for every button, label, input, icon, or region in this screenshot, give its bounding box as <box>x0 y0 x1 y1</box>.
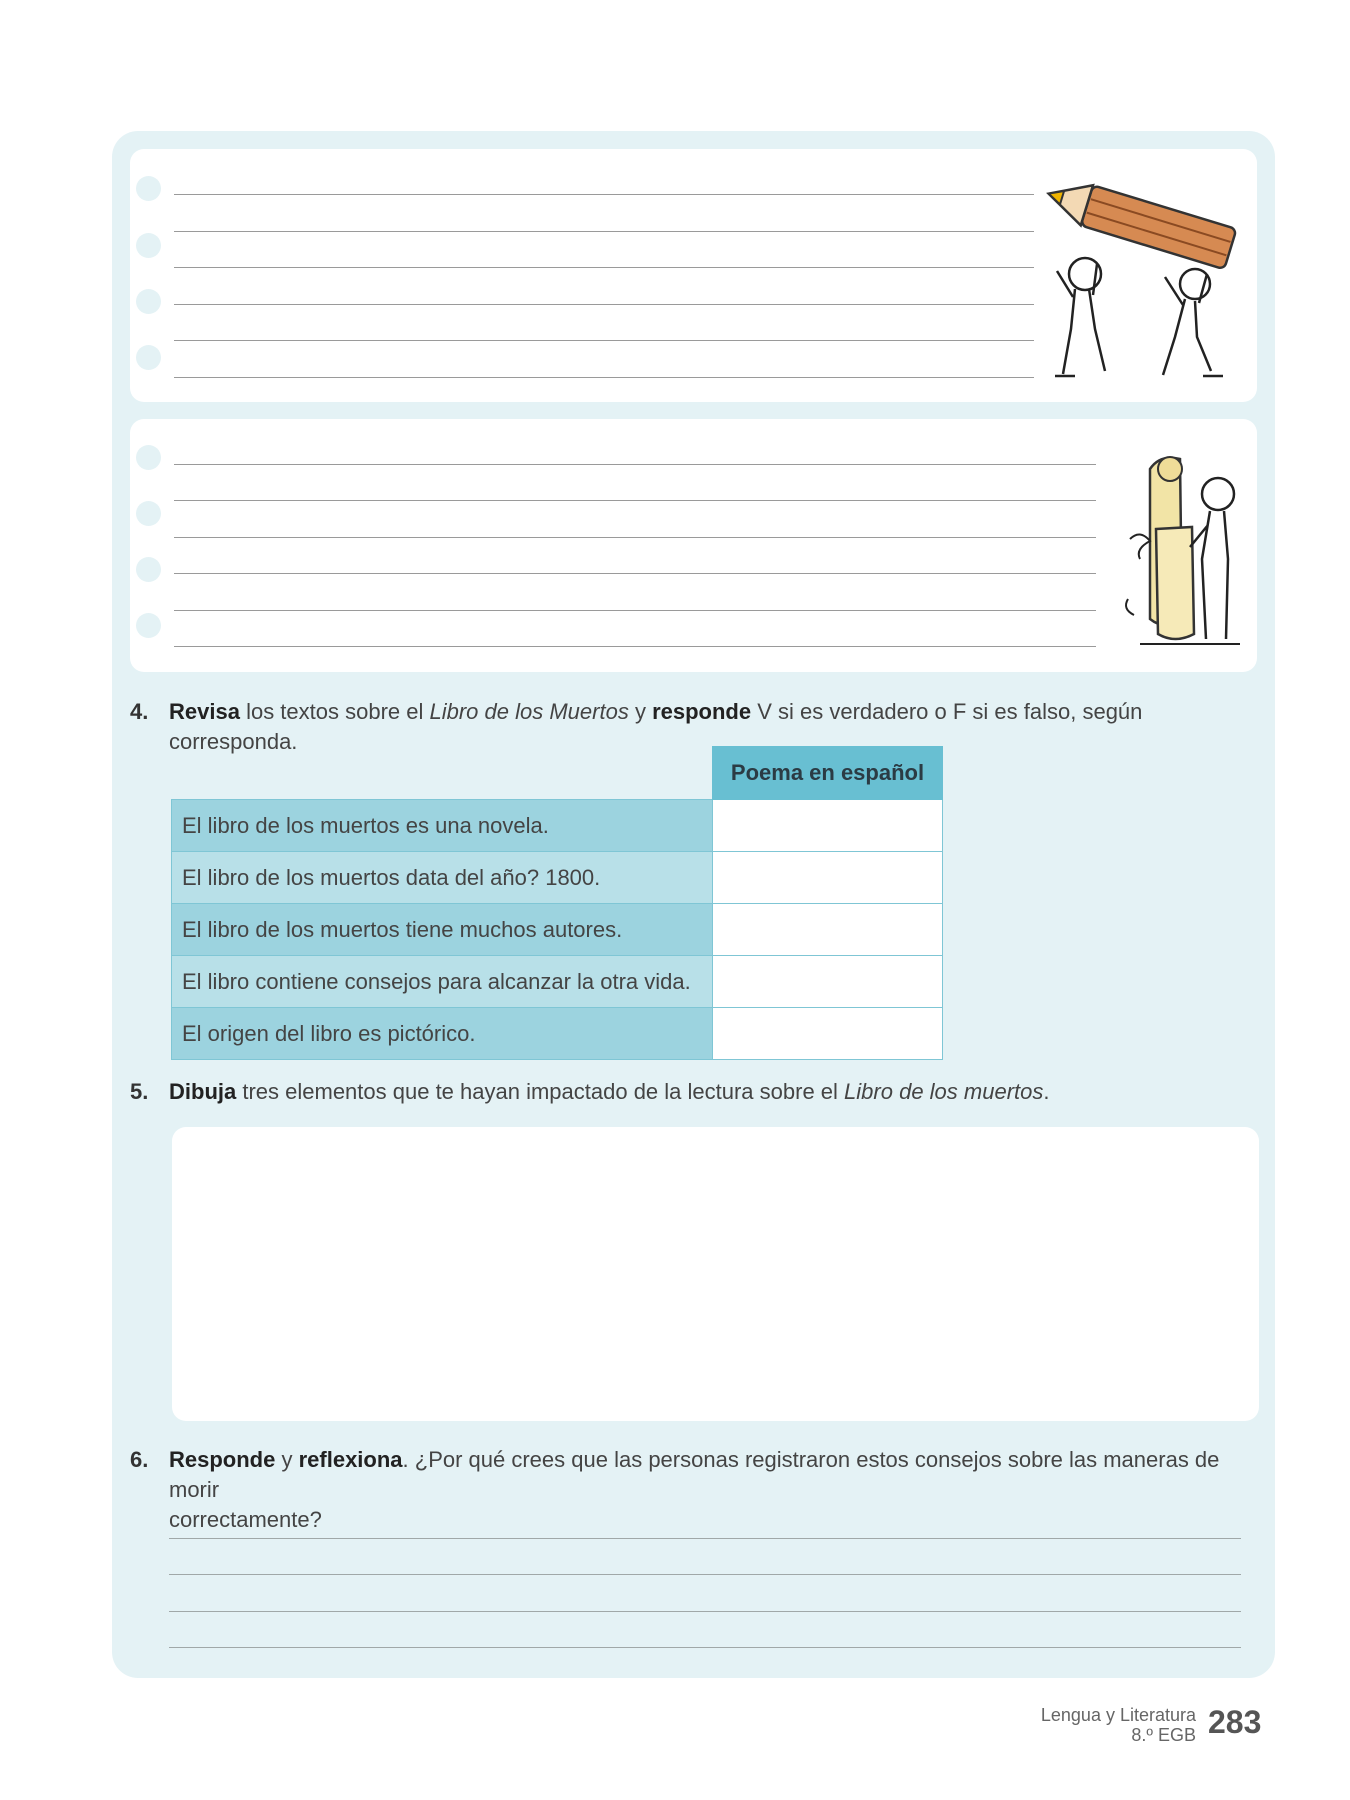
table-header: Poema en español <box>713 747 943 800</box>
binder-hole <box>136 345 161 370</box>
question-number: 5. <box>130 1079 149 1104</box>
writing-line[interactable] <box>174 646 1096 647</box>
writing-line[interactable] <box>174 610 1096 611</box>
answer-cell[interactable] <box>713 904 943 956</box>
question-text: Dibuja tres elementos que te hayan impactado de la lectura sobre el Libro de los muertos. <box>169 1079 1050 1104</box>
writing-line[interactable] <box>174 340 1034 341</box>
answer-line[interactable] <box>169 1574 1241 1575</box>
question-number: 6. <box>130 1447 149 1472</box>
table-row <box>172 904 943 956</box>
statement-cell: El libro de los muertos tiene muchos autores. <box>172 904 713 956</box>
table-row <box>172 956 943 1008</box>
table-row <box>172 852 943 904</box>
writing-line[interactable] <box>174 500 1096 501</box>
page-number: 283 <box>1208 1704 1262 1740</box>
scroll-carrier-illustration <box>1120 449 1255 649</box>
writing-line[interactable] <box>174 231 1034 232</box>
answer-cell[interactable] <box>713 852 943 904</box>
table-row <box>172 1008 943 1060</box>
writing-line[interactable] <box>174 267 1034 268</box>
question-number: 4. <box>130 699 149 724</box>
binder-hole <box>136 233 161 258</box>
writing-line[interactable] <box>174 194 1034 195</box>
table-row <box>172 800 943 852</box>
question-text: Responde y reflexiona. ¿Por qué crees que las personas registraron estos consejos sobre las maneras de morir correctamente? <box>169 1447 1220 1532</box>
binder-hole <box>136 289 161 314</box>
writing-line[interactable] <box>174 304 1034 305</box>
answer-line[interactable] <box>169 1538 1241 1539</box>
writing-line[interactable] <box>174 573 1096 574</box>
statement-cell: El libro de los muertos data del año? 1800. <box>172 852 713 904</box>
footer-subject: Lengua y Literatura <box>1040 1705 1196 1725</box>
statement-cell: El libro contiene consejos para alcanzar la otra vida. <box>172 956 713 1008</box>
answer-line[interactable] <box>169 1611 1241 1612</box>
footer-grade: 8.º EGB <box>1131 1725 1196 1745</box>
question-text: Revisa los textos sobre el Libro de los Muertos y responde V si es verdadero o F si es falso, según corresponda. <box>169 699 1143 754</box>
writing-line[interactable] <box>174 464 1096 465</box>
binder-hole <box>136 445 161 470</box>
question-6 <box>130 1445 1270 1532</box>
statement-cell: El libro de los muertos es una novela. <box>172 800 713 852</box>
table-corner <box>172 747 713 800</box>
writing-card-1 <box>130 149 1257 402</box>
statement-cell: El origen del libro es pictórico. <box>172 1008 713 1060</box>
true-false-table <box>171 746 943 1060</box>
writing-line[interactable] <box>174 537 1096 538</box>
drawing-area[interactable] <box>172 1127 1259 1421</box>
binder-hole <box>136 501 161 526</box>
writing-line[interactable] <box>174 377 1034 378</box>
answer-cell[interactable] <box>713 956 943 1008</box>
pencil-carriers-illustration <box>1035 179 1245 379</box>
answer-cell[interactable] <box>713 1008 943 1060</box>
answer-cell[interactable] <box>713 800 943 852</box>
writing-card-2 <box>130 419 1257 672</box>
binder-hole <box>136 613 161 638</box>
binder-hole <box>136 557 161 582</box>
answer-line[interactable] <box>169 1647 1241 1648</box>
activity-panel <box>112 131 1275 1678</box>
binder-hole <box>136 176 161 201</box>
